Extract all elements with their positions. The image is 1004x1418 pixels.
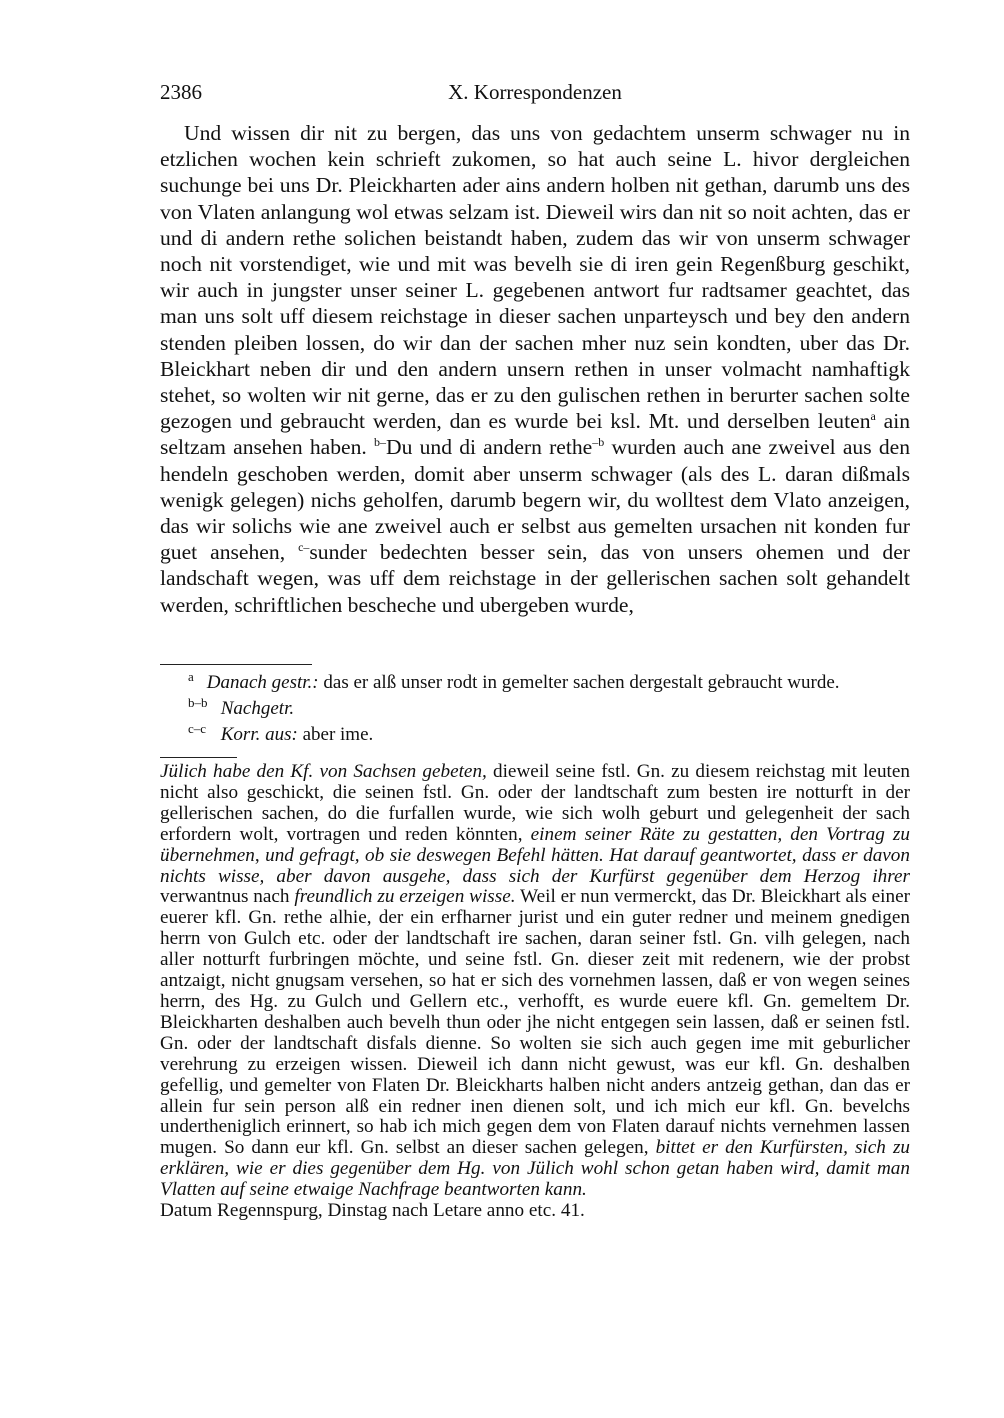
page-header (160, 80, 910, 108)
summary-text-4: Weil er nun vermerckt, das Dr. Bleickhart als einer euerer kfl. Gn. rethe alhie, der ein erfharner jurist und ein guter redner und meinem gnedigen herrn von Gulch etc. oder der landtschaft ire sachen, daran seiner fstl. Gn. vilh gelegen, nach aller notturft furbringen möchte, und seine fstl. Gn. dieser zeit mit redenern, wie der probst antzaigt, nicht gnugsam versehen, so hat er sich des vornehmen lassen, daß er von wegen seines herrn, des Hg. zu Gulch und Gellern etc., verhofft, es wurde euere kfl. Gn. gemeltem Dr. Bleickharten deshalben auch bevelh thun oder jhe nicht entgegen sein lassen, daß er seinen fstl. Gn. oder der landtschaft disfals dienne. So wolten sie sich auch gegen ime mit geburlicher verehrung zu erzeigen wissen. Dieweil ich dann nicht gewust, was eur kfl. Gn. deshalben gefellig, und gemelter von Flaten Dr. Bleickharts halben nicht anders antzeig gethan, dan das er allein fur sein person alß ein redner inen dienen solt, und ich mich eur kfl. Gn. bevelchs undertheniglich erinnert, so hab ich mich gegen dem von Flaten darauf nichts vernehmen lassen mugen. So dann eur kfl. Gn. selbst an dieser sachen gelegen, (160, 886, 910, 1159)
footnote-marker-c-start[interactable]: c– (298, 540, 310, 555)
summary-italic-3: und gefragt, ob sie deswegen Befehl hätten. Hat darauf geantwortet, dass er davon nichts wisse, aber davon ausgehe, dass sich der Kurfürst gegenüber dem Herzog ihrer (160, 844, 910, 887)
main-paragraph (160, 120, 910, 618)
summary-paragraph (160, 762, 910, 1222)
footnote-label: Nachgetr. (220, 698, 295, 719)
footnote-label: Korr. aus: (220, 724, 298, 745)
main-text-part-4: wurden auch ane zweivel aus den hendeln geschoben werden, domit aber unserm schwager (als des L. daran dißmals wenigk gelegen) nichs geholfen, darumb begern wir, du wolltest dem Vlato anzeigen, das wir solichs wie ane zweivel auch er selbst aus gemelten ursachen nit konden fur guet ansehen, (160, 435, 911, 565)
dating-line: Datum Regennspurg, Dinstag nach Letare anno etc. 41. (160, 1200, 585, 1222)
summary-italic-4: freundlich zu erzeigen wisse. (294, 886, 516, 908)
main-text-part-1: Und wissen dir nit zu bergen, das uns von gedachtem unserm schwager nu in etzlichen wochen kein schrieft zukomen, so hat auch seine L. hivor dergleichen suchunge bei uns Dr. Pleickharten ader ains andern holben nit gethan, darumb uns des von Vlaten anlangung wol etwas selzam ist. Dieweil wirs dan nit so noit achten, das er und di andern rethe solichen beistandt haben, zudem das wir von unserm schwager noch nit vorstendiget, wie und mit was bevelh sie di iren gein Regenßburg geschikt, wir auch in jungster unser seiner L. gegebenen antwort fur radtsamer geachtet, das man uns solt uff diesem reichstage in dieser sachen unparteysch und bey den andern stenden pleiben lossen, do wir dan der sachen mher nuz sein kondten, uber das Dr. Bleickhart neben dir und den andern unsern rethen in unser volmacht namhaftigk stehet, so wolten wir nit gerne, das er zu den gulischen rethen in berurter sachen solte gezogen und gebraucht werden, dan es wurde bei ksl. Mt. und derselben leuten (160, 121, 910, 434)
running-title: X. Korrespondenzen (448, 80, 622, 104)
summary-text-1: dieweil seine fstl. Gn. zu diesem reichstag mit leuten nicht also geschickt, die seinen fstl. Gn. oder der landtschaft zum besten ire notturft in der gellerischen sachen, do die furfallen wurde, wie sich wolh geburt und gelegenheit der sach erfordern wolt, vortragen und reden könnten, (160, 761, 910, 845)
main-text-part-3: Du und di andern rethe (386, 435, 593, 460)
summary-italic-5: bittet er den Kurfürsten, sich zu erklären, wie er dies gegenüber dem Hg. von Jülich wohl schon getan haben wird, damit man Vlatten auf seine etwaige Nachfrage beantworten kann. (160, 1137, 911, 1201)
footnote-marker-a[interactable]: a (870, 409, 876, 424)
footnotes (188, 670, 913, 748)
editorial-summary (160, 762, 910, 1222)
footnote-divider (160, 664, 312, 665)
footnote-marker-b-end[interactable]: –b (592, 435, 605, 450)
summary-text-2: , (254, 844, 266, 866)
summary-text-3: verwantnus nach (160, 886, 295, 908)
footnote-c: c–c Korr. aus: aber ime. (188, 720, 374, 745)
summary-italic-2: einem seiner Räte zu gestatten, den Vortrag zu übernehmen (160, 823, 910, 866)
footnote-label: Danach gestr.: (206, 672, 319, 693)
main-text (160, 120, 910, 618)
main-text-part-2: ain seltzam ansehen haben. (160, 409, 910, 460)
summary-divider (160, 757, 237, 758)
footnote-a: a Danach gestr.: das er alß unser rodt in gemelter sachen dergestalt gebraucht wurde. (188, 668, 840, 693)
footnote-text: das er alß unser rodt in gemelter sachen dergestalt gebraucht wurde. (318, 672, 840, 693)
footnote-text: aber ime. (297, 724, 374, 745)
main-text-part-5: sunder bedechten besser sein, das von unsers ohemen und der landschaft wegen, was uff dem reichstage in der gellerischen sachen solt gehandelt werden, schriftlichen bescheche und ubergeben wurde, (160, 540, 910, 617)
page-number: 2386 (160, 80, 202, 104)
summary-italic-1: Jülich habe den Kf. von Sachsen gebeten, (160, 761, 487, 782)
footnote-b: b–b Nachgetr. (188, 694, 295, 719)
footnote-marker-b-start[interactable]: b– (374, 435, 387, 450)
